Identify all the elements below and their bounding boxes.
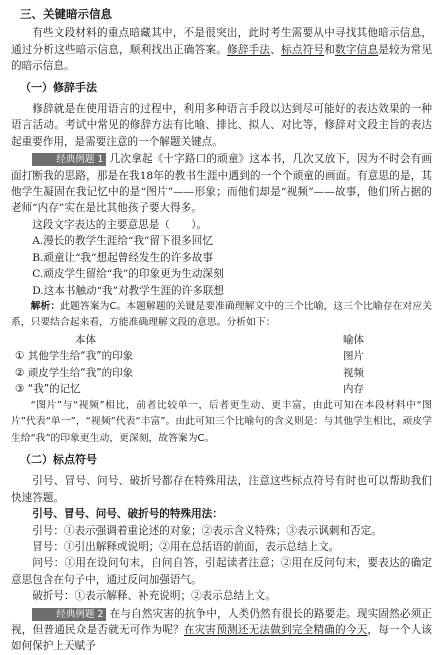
example-underlined-text: 在灾害预测还无法做到完全精确的今天 [183, 624, 368, 636]
table-header-tenor: 本体 [75, 333, 96, 346]
quote-usage: 引号：①表示强调着重论述的对象；②表示含义特殊；③表示讽刺和否定。 [32, 524, 382, 537]
analysis-text: 此题答案为C。本题解题的关键是要准确理解文中的三个比喻，这三个比喻存在对应关系，只要结合起来看，方能准确理解文段的意思。分析如下： [11, 300, 432, 329]
table-header-vehicle: 喻体 [343, 333, 364, 346]
table-cell: 视频 [343, 366, 364, 379]
keyword-rhetoric: 修辞手法 [227, 43, 271, 56]
table-row [15, 381, 364, 398]
example-tag: 经典例题 1 [32, 153, 106, 166]
intro-text: 有些文段材料的重点暗藏其中，不是很突出，此时考生需要从中寻找其他暗示信息，通过分析这些暗示信息，顺利找出正确答案。 [11, 27, 432, 56]
example-text: 在与自然灾害的抗争中，人类仍然有很长的路要走。现实固然必须正视，但普通民众是否就无可作为呢？ [11, 607, 432, 636]
analysis [11, 299, 432, 332]
table-cell: ③ “我”的记忆 [15, 383, 81, 396]
intro-paragraph [11, 25, 432, 74]
table-cell: ① 其他学生给“我”的印象 [15, 350, 134, 363]
section-title: 三、关键暗示信息 [20, 7, 112, 21]
table-row [15, 348, 364, 365]
keyword-punctuation: 标点符号 [281, 43, 325, 56]
subsection-title-punctuation: （二）标点符号 [20, 452, 97, 466]
intro-sep: 、 [270, 43, 282, 56]
analysis-conclusion: “图片”与“视频”相比，前者比较单一，后者更生动、更丰富，由此可知在本段材料中“图片”代表“单一”，“视频”代表“丰富”。由此可知三个比喻句的含义则是：与其他学生相比，顽皮学生给“我”的印象更生动，更深刻，故答案为C。 [11, 399, 432, 444]
example-text: ，每一个人该如何保护上天赋予 [11, 624, 433, 653]
table-cell: 内存 [343, 383, 364, 396]
analysis-label: 解析： [30, 300, 61, 312]
example-2 [11, 606, 432, 655]
punctuation-intro: 引号、冒号、问号、破折号都存在特殊用法，注意这些标点符号有时也可以帮助我们快速答题。 [11, 475, 432, 504]
keyword-numbers: 数字信息 [335, 43, 379, 56]
option-d: D.这本书触动“我”对教学生涯的许多联想 [32, 284, 225, 297]
table-header [15, 332, 364, 349]
intro-text: 是较为常见的暗示信息。 [11, 43, 433, 73]
example-1 [11, 151, 432, 217]
option-a: A.漫长的教学生涯给“我”留下很多回忆 [32, 235, 213, 248]
intro-sep: 和 [324, 43, 336, 56]
punctuation-usage-heading: 引号、冒号、问号、破折号的特殊用法： [32, 508, 223, 521]
subsection-title-rhetoric: （一）修辞手法 [20, 80, 97, 94]
table-row [15, 365, 364, 382]
table-cell: ② 顽皮学生给“我”的印象 [15, 366, 134, 379]
example-text: 几次拿起《十字路口的顽童》这本书，几次又放下，因为不时会有画面打断我的思路，那是在我18年的教书生涯中遇到的一个个顽童的画面。有意思的是，其他学生凝固在我记忆中的是“图片”——形象；而他们却是“视频”——故事，他们所占据的老师“内存”实在是比其他孩子要大得多。 [11, 153, 432, 215]
question-stem: 这段文字表达的主要意思是（ ）。 [32, 218, 207, 231]
colon-usage: 冒号：①引出解释或说明；②用在总括语的前面，表示总结上文。 [32, 540, 340, 553]
dash-usage: 破折号：①表示解释、补充说明；②表示总结上文。 [32, 590, 276, 603]
question-mark-usage: 问号：①用在设问句末，自问自答，引起读者注意；②用在反问句末，要表达的确定意思包含在句子中，通过反问加强语气。 [11, 557, 432, 586]
example-tag: 经典例题 2 [32, 608, 106, 621]
table-cell: 图片 [343, 350, 364, 363]
metaphor-table [15, 332, 364, 398]
option-c: C.顽皮学生留给“我”的印象更为生动深刻 [32, 268, 224, 281]
option-b: B.顽童让“我”想起曾经发生的许多故事 [32, 251, 214, 264]
rhetoric-paragraph: 修辞就是在使用语言的过程中，利用多种语言手段以达到尽可能好的表达效果的一种语言活动。考试中常见的修辞方法有比喻、排比、拟人、对比等，修辞对文段主旨的表达起重要作用，是需要注意的一个解题关键点。 [11, 103, 432, 148]
